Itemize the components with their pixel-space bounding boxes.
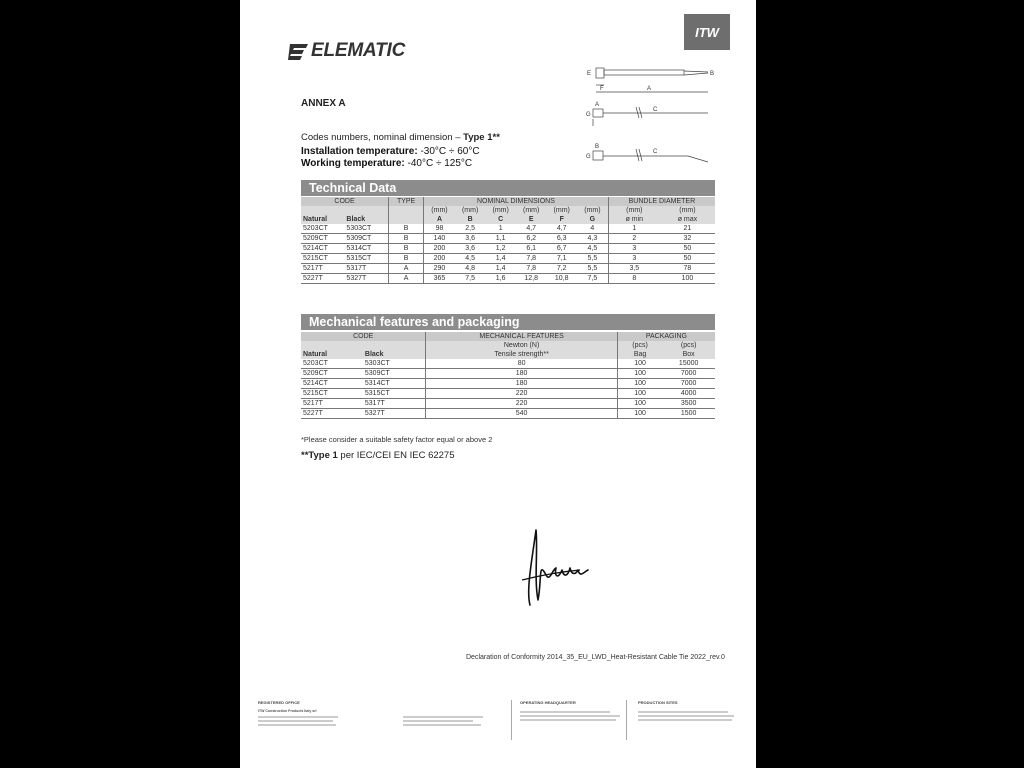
- tech-cell: 7,5: [455, 274, 486, 284]
- tech-cell: 21: [660, 224, 715, 234]
- footer-company: ITW Construction Products Italy srl: [258, 709, 317, 713]
- tech-cell: 1,6: [485, 274, 516, 284]
- installation-temperature-label: Installation temperature:: [301, 146, 418, 157]
- tech-cell: 1,4: [485, 264, 516, 274]
- mech-row: [301, 369, 715, 379]
- drawing-label-c: C: [653, 107, 658, 113]
- mech-cell: 180: [426, 369, 617, 379]
- unit-max: (mm): [660, 206, 715, 215]
- mech-cell: 7000: [662, 379, 715, 389]
- th-nominal-dimensions: NOMINAL DIMENSIONS: [424, 197, 609, 206]
- tech-cell: 1,4: [485, 254, 516, 264]
- tech-cell: 5317T: [344, 264, 388, 274]
- tech-cell: 6,3: [546, 234, 577, 244]
- footer-production-sites: [638, 700, 734, 721]
- footer-registered-office-heading: REGISTERED OFFICE: [258, 700, 300, 705]
- tech-cell: 4,5: [455, 254, 486, 264]
- tech-cell: 1: [608, 224, 660, 234]
- th-type: TYPE: [389, 197, 424, 206]
- mech-cell: 5215CT: [301, 389, 363, 399]
- mech-cell: 5317T: [363, 399, 426, 409]
- safety-footnote: *Please consider a suitable safety factor equal or above 2: [301, 435, 493, 444]
- tech-cell: 5203CT: [301, 224, 344, 234]
- tech-cell: 5215CT: [301, 254, 344, 264]
- tech-cell: 12,8: [516, 274, 547, 284]
- mech-cell: 5203CT: [301, 359, 363, 369]
- th-code: CODE: [301, 197, 389, 206]
- footer-operating-hq-heading: OPERATING HEADQUARTER: [520, 700, 576, 705]
- technical-data-table: [301, 197, 715, 284]
- th-a: A: [424, 215, 455, 224]
- type1-note-text: per IEC/CEI EN IEC 62275: [337, 450, 455, 461]
- th-mech-natural: Natural: [301, 350, 363, 359]
- codes-line: [301, 132, 500, 143]
- mech-cell: 15000: [662, 359, 715, 369]
- tech-cell: B: [389, 244, 424, 254]
- th-mech-code: CODE: [301, 332, 426, 341]
- mech-cell: 3500: [662, 399, 715, 409]
- tech-cell: 2: [608, 234, 660, 244]
- unit-min: (mm): [608, 206, 660, 215]
- tech-cell: 6,2: [516, 234, 547, 244]
- tech-row: [301, 264, 715, 274]
- mech-cell: 180: [426, 379, 617, 389]
- th-g: G: [577, 215, 608, 224]
- tech-cell: 50: [660, 254, 715, 264]
- th-packaging: PACKAGING: [617, 332, 715, 341]
- tech-cell: 4,3: [577, 234, 608, 244]
- tech-cell: 3: [608, 244, 660, 254]
- footer-operating-hq: [520, 700, 620, 721]
- type1-note-bold: **Type 1: [301, 450, 338, 461]
- tech-cell: 6,1: [516, 244, 547, 254]
- tech-cell: B: [389, 254, 424, 264]
- mech-cell: 5314CT: [363, 379, 426, 389]
- tech-cell: 7,5: [577, 274, 608, 284]
- drawing-label-g: G: [586, 112, 591, 118]
- tech-cell: 32: [660, 234, 715, 244]
- tech-cell: 7,1: [546, 254, 577, 264]
- tech-row: [301, 234, 715, 244]
- codes-line-text: Codes numbers, nominal dimension –: [301, 132, 464, 143]
- tech-row: [301, 254, 715, 264]
- tech-row: [301, 274, 715, 284]
- th-bag-unit: (pcs): [617, 341, 662, 350]
- tech-cell: 5209CT: [301, 234, 344, 244]
- tech-cell: 1,1: [485, 234, 516, 244]
- footer-registered-office: [258, 700, 338, 726]
- tech-cell: 5,5: [577, 264, 608, 274]
- tech-cell: 7,8: [516, 254, 547, 264]
- mech-cell: 1500: [662, 409, 715, 419]
- mech-cell: 5217T: [301, 399, 363, 409]
- tech-cell: 5217T: [301, 264, 344, 274]
- annex-title: ANNEX A: [301, 98, 346, 109]
- tech-cell: 1,2: [485, 244, 516, 254]
- technical-data-title: Technical Data: [301, 180, 715, 196]
- mechanical-title: Mechanical features and packaging: [301, 314, 715, 330]
- drawing-label-a: A: [647, 86, 652, 92]
- tech-cell: 4,7: [546, 224, 577, 234]
- unit-f: (mm): [546, 206, 577, 215]
- th-b: B: [455, 215, 486, 224]
- drawing-label-g-2: G: [586, 154, 591, 160]
- unit-b: (mm): [455, 206, 486, 215]
- drawing-label-b: B: [710, 71, 715, 77]
- mech-cell: 100: [617, 369, 662, 379]
- codes-line-type: Type 1**: [463, 132, 500, 143]
- th-e: E: [516, 215, 547, 224]
- th-c: C: [485, 215, 516, 224]
- th-tensile: Tensile strength**: [426, 350, 617, 359]
- mech-cell: 220: [426, 399, 617, 409]
- cable-tie-drawing: [573, 58, 718, 186]
- tech-cell: 5314CT: [344, 244, 388, 254]
- th-black: Black: [344, 215, 388, 224]
- th-bundle-diameter: BUNDLE DIAMETER: [608, 197, 715, 206]
- tech-cell: 5227T: [301, 274, 344, 284]
- tech-cell: 5303CT: [344, 224, 388, 234]
- mech-cell: 220: [426, 389, 617, 399]
- mech-row: [301, 409, 715, 419]
- mech-cell: 5303CT: [363, 359, 426, 369]
- th-bag: Bag: [617, 350, 662, 359]
- tech-cell: 3,6: [455, 234, 486, 244]
- installation-temperature: [301, 146, 480, 157]
- th-newton: Newton (N): [426, 341, 617, 350]
- th-mech-black: Black: [363, 350, 426, 359]
- tech-cell: 50: [660, 244, 715, 254]
- mech-cell: 4000: [662, 389, 715, 399]
- th-box-unit: (pcs): [662, 341, 715, 350]
- tech-cell: 100: [660, 274, 715, 284]
- drawing-label-type-a: A: [595, 102, 600, 108]
- unit-e: (mm): [516, 206, 547, 215]
- tech-cell: 7,8: [516, 264, 547, 274]
- page-footer: [258, 700, 738, 745]
- tech-cell: 200: [424, 244, 455, 254]
- tech-cell: 365: [424, 274, 455, 284]
- tech-cell: B: [389, 234, 424, 244]
- mech-cell: 100: [617, 409, 662, 419]
- unit-a: (mm): [424, 206, 455, 215]
- mech-cell: 100: [617, 399, 662, 409]
- itw-badge-label: ITW: [695, 24, 719, 40]
- mech-row: [301, 359, 715, 369]
- tech-cell: 3,6: [455, 244, 486, 254]
- mech-cell: 5227T: [301, 409, 363, 419]
- th-max: ø max: [660, 215, 715, 224]
- elematic-logo-icon: [288, 42, 310, 60]
- tech-cell: B: [389, 224, 424, 234]
- th-min: ø min: [608, 215, 660, 224]
- document-page: [240, 0, 756, 768]
- tech-cell: 8: [608, 274, 660, 284]
- mech-row: [301, 399, 715, 409]
- tech-cell: 5315CT: [344, 254, 388, 264]
- th-natural: Natural: [301, 215, 344, 224]
- mech-cell: 100: [617, 379, 662, 389]
- mech-cell: 5327T: [363, 409, 426, 419]
- tech-cell: 140: [424, 234, 455, 244]
- declaration-line: Declaration of Conformity 2014_35_EU_LWD_Heat-Resistant Cable Tie 2022_rev.0: [466, 654, 725, 661]
- working-temperature-value: -40°C ÷ 125°C: [404, 158, 473, 169]
- tech-cell: A: [389, 264, 424, 274]
- tech-cell: 98: [424, 224, 455, 234]
- drawing-label-c-2: C: [653, 149, 658, 155]
- tech-cell: 78: [660, 264, 715, 274]
- footer-production-sites-heading: PRODUCTION SITES: [638, 700, 678, 705]
- tech-cell: 2,5: [455, 224, 486, 234]
- tech-cell: 5327T: [344, 274, 388, 284]
- mech-cell: 5315CT: [363, 389, 426, 399]
- tech-cell: 6,7: [546, 244, 577, 254]
- handwritten-signature: [508, 520, 598, 612]
- tech-cell: 4,8: [455, 264, 486, 274]
- mech-cell: 5309CT: [363, 369, 426, 379]
- mech-row: [301, 389, 715, 399]
- itw-badge: [684, 14, 730, 50]
- tech-cell: 5309CT: [344, 234, 388, 244]
- drawing-label-type-b: B: [595, 144, 600, 150]
- th-mech-features: MECHANICAL FEATURES: [426, 332, 617, 341]
- mech-cell: 540: [426, 409, 617, 419]
- unit-g: (mm): [577, 206, 608, 215]
- installation-temperature-value: -30°C ÷ 60°C: [417, 146, 480, 157]
- tech-row: [301, 224, 715, 234]
- tech-cell: 290: [424, 264, 455, 274]
- mech-cell: 100: [617, 359, 662, 369]
- working-temperature: [301, 158, 472, 169]
- mech-cell: 5214CT: [301, 379, 363, 389]
- unit-c: (mm): [485, 206, 516, 215]
- drawing-label-e: E: [587, 71, 592, 77]
- tech-row: [301, 244, 715, 254]
- tech-cell: 4: [577, 224, 608, 234]
- tech-cell: 3: [608, 254, 660, 264]
- brand-name: ELEMATIC: [311, 40, 406, 61]
- tech-cell: 1: [485, 224, 516, 234]
- mech-cell: 7000: [662, 369, 715, 379]
- tech-cell: 7,2: [546, 264, 577, 274]
- working-temperature-label: Working temperature:: [301, 158, 405, 169]
- tech-cell: 4,7: [516, 224, 547, 234]
- tech-cell: 5214CT: [301, 244, 344, 254]
- tech-cell: 4,5: [577, 244, 608, 254]
- elematic-logo: [288, 40, 405, 62]
- mech-cell: 5209CT: [301, 369, 363, 379]
- tech-cell: 200: [424, 254, 455, 264]
- mech-row: [301, 379, 715, 389]
- th-f: F: [546, 215, 577, 224]
- drawing-label-f: F: [600, 86, 604, 92]
- mechanical-table: [301, 332, 715, 419]
- th-box: Box: [662, 350, 715, 359]
- type1-note: [301, 450, 455, 461]
- tech-cell: 5,5: [577, 254, 608, 264]
- tech-cell: A: [389, 274, 424, 284]
- tech-cell: 10,8: [546, 274, 577, 284]
- mech-cell: 80: [426, 359, 617, 369]
- tech-cell: 3,5: [608, 264, 660, 274]
- mech-cell: 100: [617, 389, 662, 399]
